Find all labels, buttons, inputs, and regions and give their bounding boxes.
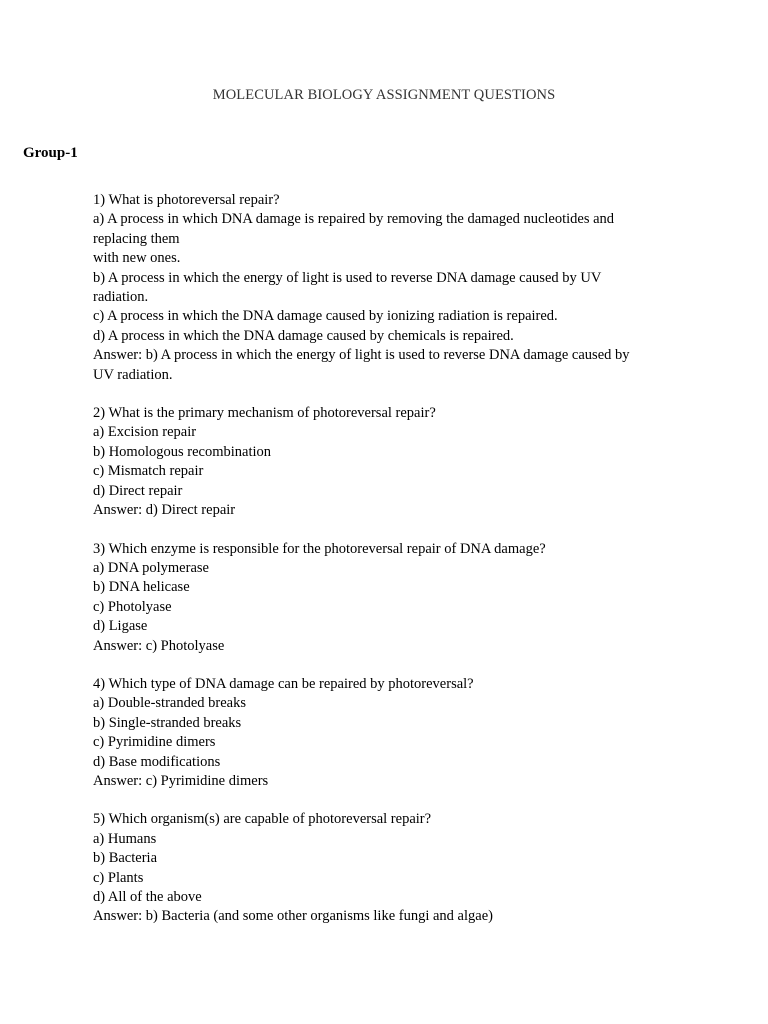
question-text: 4) Which type of DNA damage can be repaired by photoreversal?	[93, 675, 474, 692]
question-list	[93, 191, 683, 927]
answer-text: Answer: c) Photolyase	[93, 637, 225, 654]
question-block	[93, 191, 683, 385]
option-text: d) Ligase	[93, 618, 148, 635]
question-text: 1) What is photoreversal repair?	[93, 192, 280, 208]
option-text: a) Humans	[93, 830, 157, 847]
question-block	[93, 540, 683, 656]
option-text: c) A process in which the DNA damage caused by ionizing radiation is repaired.	[93, 308, 558, 325]
question-text: 2) What is the primary mechanism of photoreversal repair?	[93, 405, 436, 422]
option-text: replacing them	[93, 230, 180, 247]
option-text: b) DNA helicase	[93, 579, 190, 596]
option-text: a) DNA polymerase	[93, 559, 209, 576]
option-text: d) Base modifications	[93, 753, 221, 770]
option-text: radiation.	[93, 289, 149, 306]
option-text: c) Pyrimidine dimers	[93, 734, 216, 751]
answer-text: Answer: b) Bacteria (and some other organisms like fungi and algae)	[93, 908, 493, 925]
option-text: b) Homologous recombination	[93, 443, 272, 460]
group-heading: Group-1	[23, 145, 78, 161]
question-text: 3) Which enzyme is responsible for the photoreversal repair of DNA damage?	[93, 540, 546, 557]
option-text: a) A process in which DNA damage is repaired by removing the damaged nucleotides and	[93, 211, 615, 228]
answer-text: Answer: b) A process in which the energy of light is used to reverse DNA damage caused by	[93, 347, 630, 364]
option-text: d) A process in which the DNA damage caused by chemicals is repaired.	[93, 327, 514, 344]
answer-text: UV radiation.	[93, 366, 173, 383]
option-text: c) Plants	[93, 869, 144, 886]
option-text: c) Photolyase	[93, 598, 172, 615]
option-text: b) A process in which the energy of light is used to reverse DNA damage caused by UV	[93, 269, 602, 286]
option-text: b) Bacteria	[93, 850, 158, 867]
option-text: d) All of the above	[93, 889, 202, 905]
answer-text: Answer: d) Direct repair	[93, 502, 236, 519]
option-text: a) Excision repair	[93, 424, 197, 441]
option-text: b) Single-stranded breaks	[93, 714, 242, 731]
option-text: d) Direct repair	[93, 482, 183, 499]
question-text: 5) Which organism(s) are capable of photoreversal repair?	[93, 811, 432, 828]
question-block	[93, 675, 683, 791]
option-text: with new ones.	[93, 250, 181, 267]
question-block	[93, 810, 683, 926]
document-title: MOLECULAR BIOLOGY ASSIGNMENT QUESTIONS	[212, 87, 556, 103]
answer-text: Answer: c) Pyrimidine dimers	[93, 772, 269, 789]
option-text: a) Double-stranded breaks	[93, 695, 246, 712]
question-block	[93, 404, 683, 520]
option-text: c) Mismatch repair	[93, 463, 204, 480]
